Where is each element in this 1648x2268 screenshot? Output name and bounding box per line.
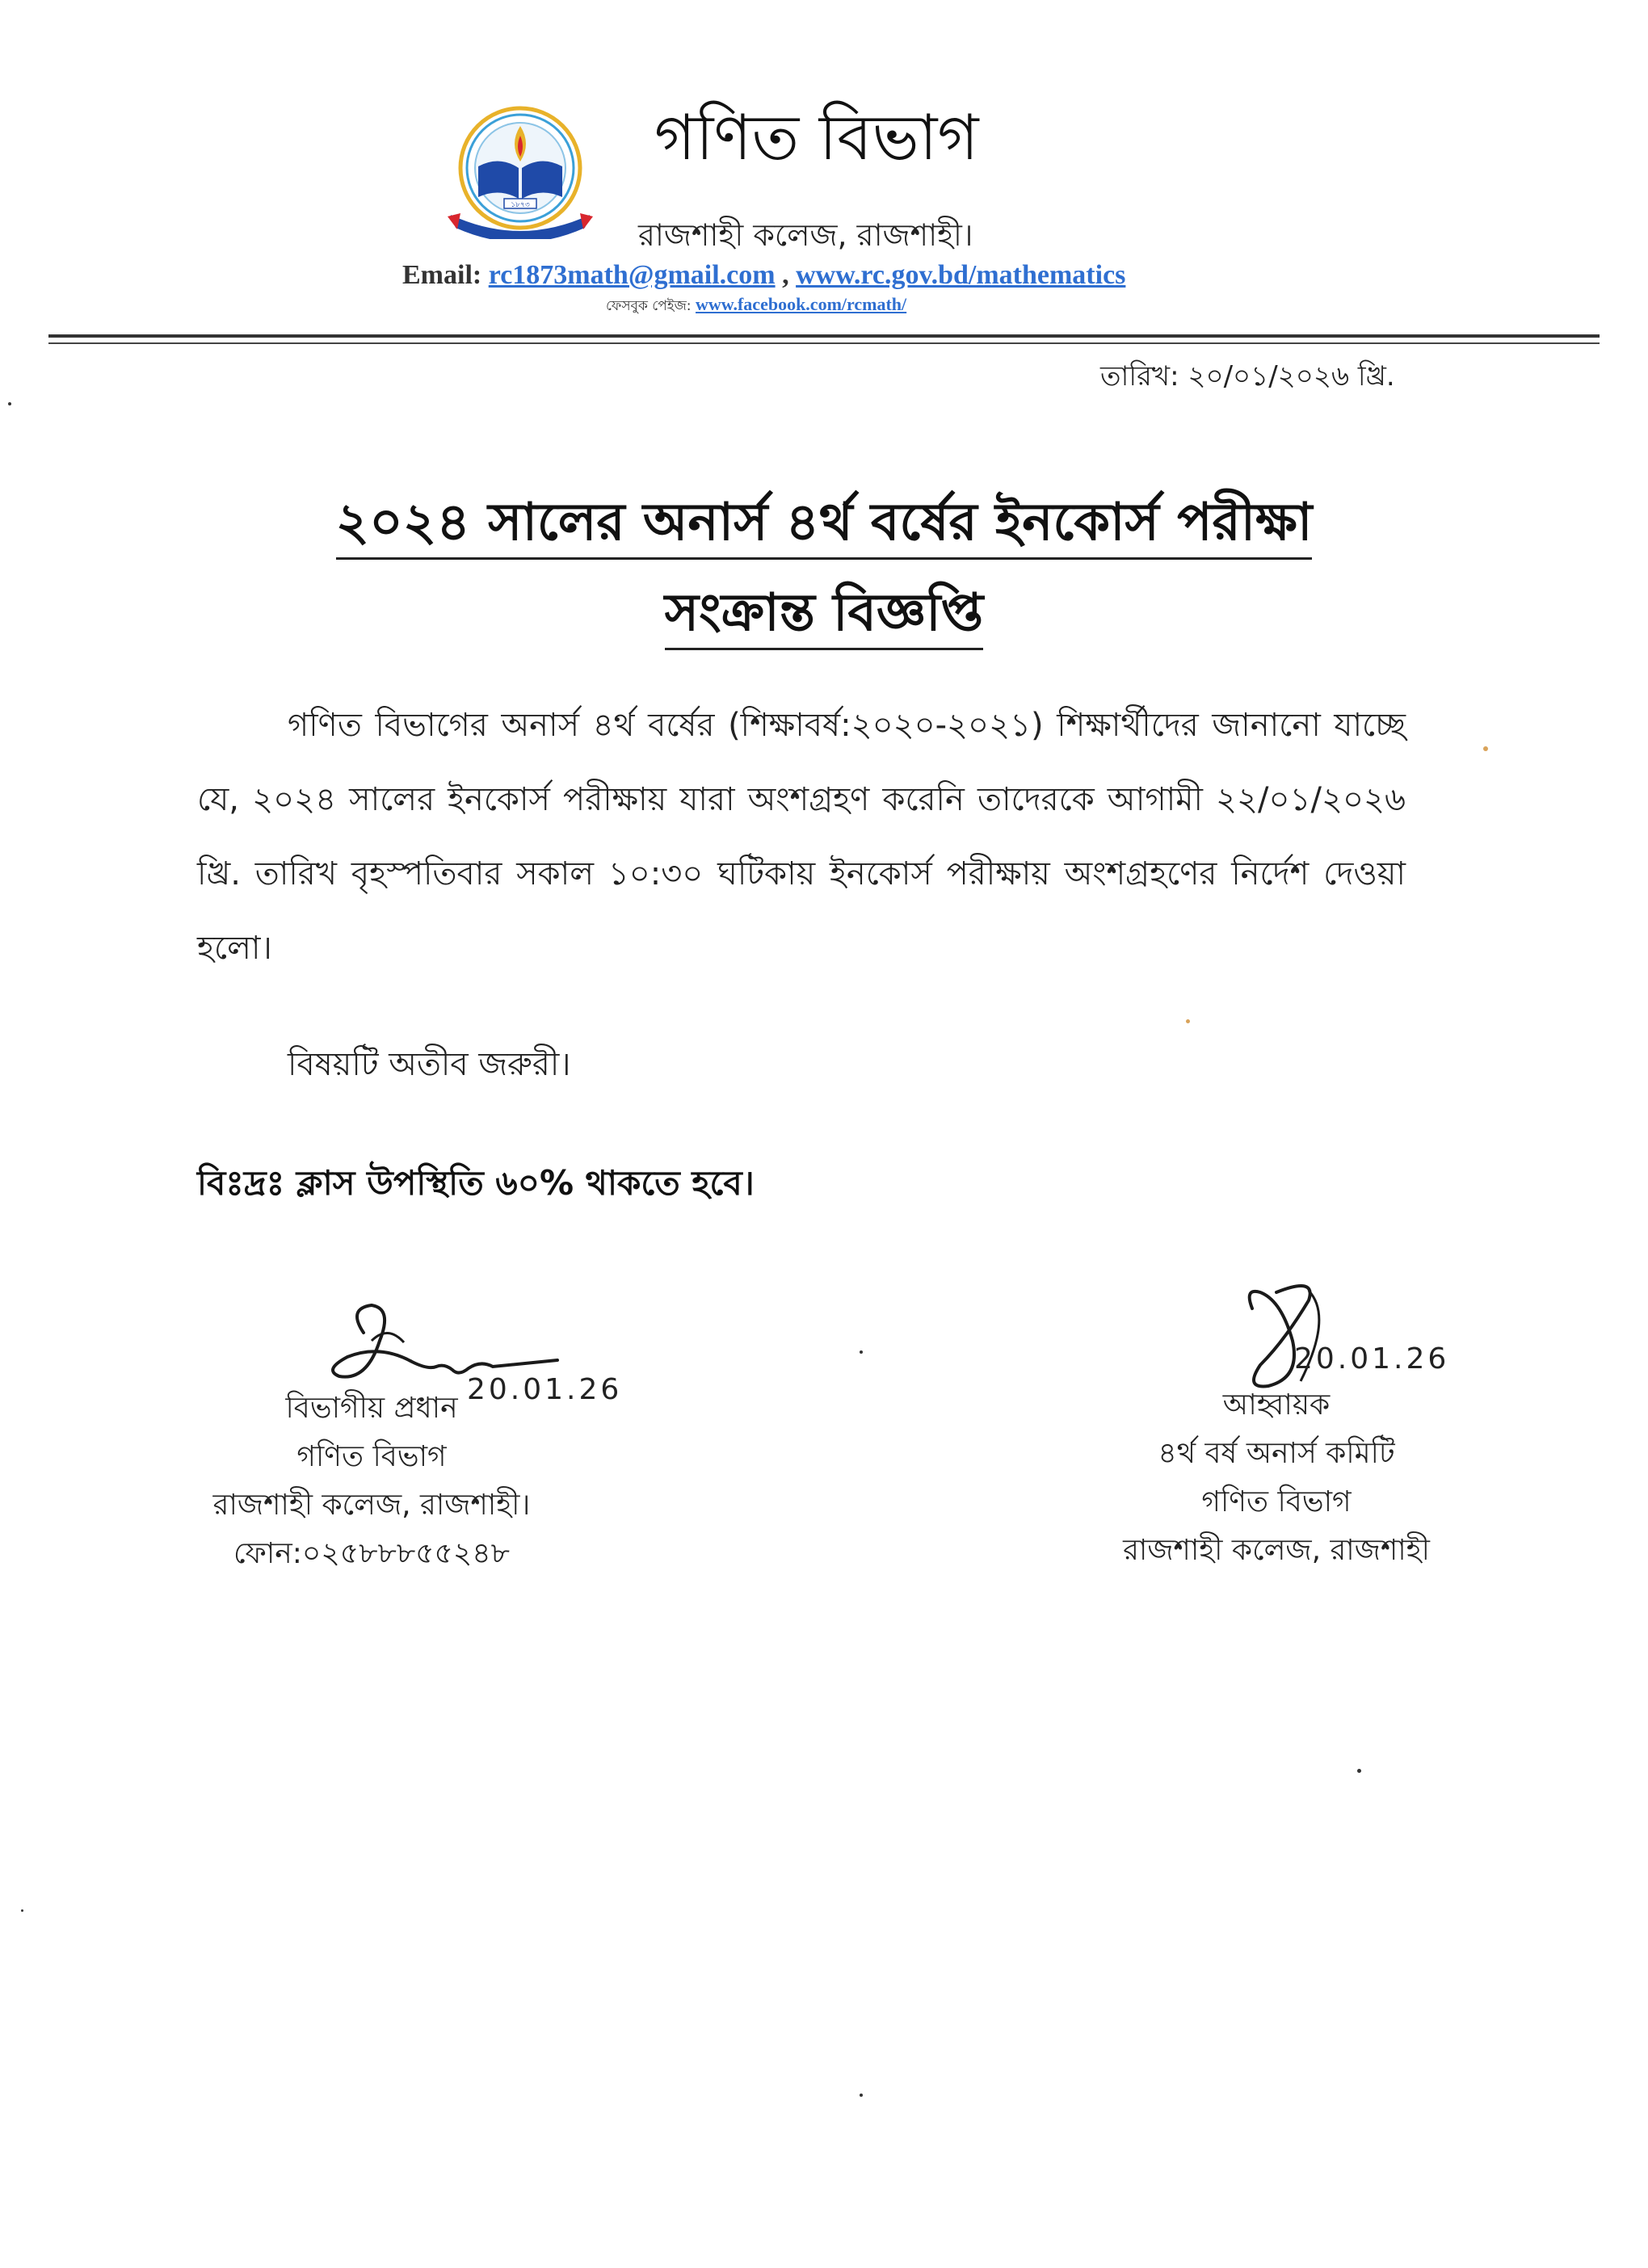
scan-speck [1357,1769,1361,1773]
left-signatory-phone: ফোন:০২৫৮৮৮৫৫২৪৮ [233,1537,511,1570]
right-signatory [1042,1381,1511,1575]
right-signature-date: 20.01.26 [1294,1342,1450,1376]
note-line: বিঃদ্রঃ ক্লাস উপস্থিতি ৬০% থাকতে হবে। [197,1163,755,1203]
left-signatory-dept: গণিত বিভাগ [296,1440,447,1473]
facebook-link[interactable]: www.facebook.com/rcmath/ [696,294,907,314]
header-divider-thin [48,342,1600,344]
right-signatory-college: রাজশাহী কলেজ, রাজশাহী [1123,1534,1430,1567]
right-signatory-dept: গণিত বিভাগ [1201,1485,1352,1518]
email-line [402,260,1125,291]
email-link[interactable]: rc1873math@gmail.com [488,260,776,290]
left-signature-date: 20.01.26 [467,1373,623,1406]
scan-speck [1483,746,1488,751]
separator: , [782,260,789,290]
header-divider [48,334,1600,338]
college-name: রাজশাহী কলেজ, রাজশাহী। [638,217,973,253]
left-signatory-title: বিভাগীয় প্রধান [285,1392,458,1425]
notice-title-line-2: সংক্রান্ত বিজ্ঞপ্তি [0,573,1648,660]
facebook-label: ফেসবুক পেইজ: [606,298,692,314]
scan-speck [1186,1019,1190,1023]
notice-body: গণিত বিভাগের অনার্স ৪র্থ বর্ষের (শিক্ষাবর্ষ:২০২০-২০২১) শিক্ষার্থীদের জানানো যাচ্ছে যে, ২০২৪ সালের ইনকোর্স পরীক্ষায় যারা অংশগ্রহণ করেনি তাদেরকে আগামী ২২/০১/২০২৬ খ্রি. তারিখ বৃহস্পতিবার সকাল ১০:৩০ ঘটিকায় ইনকোর্স পরীক্ষায় অংশগ্রহণের নির্দেশ দেওয়া হলো। [197,707,1406,967]
notice-date: তারিখ: ২০/০১/২০২৬ খ্রি. [1100,360,1395,393]
left-signatory [178,1384,565,1578]
right-signatory-committee: ৪র্থ বর্ষ অনার্স কমিটি [1158,1437,1395,1470]
scan-speck [860,2094,863,2097]
right-signatory-title: আহ্বায়ক [1222,1388,1331,1422]
notice-title-line-1: ২০২৪ সালের অনার্স ৪র্থ বর্ষের ইনকোর্স পরীক্ষা [0,483,1648,569]
website-link[interactable]: www.rc.gov.bd/mathematics [796,260,1126,290]
logo-year: ১৮৭৩ [511,201,530,209]
scan-speck [8,402,11,405]
urgent-line: বিষয়টি অতীব জরুরী। [288,1046,571,1083]
email-label: Email: [402,260,482,290]
left-signatory-college: রাজশাহী কলেজ, রাজশাহী। [212,1489,531,1522]
facebook-line [606,294,906,318]
department-title: গণিত বিভাগ [654,102,979,174]
college-logo [446,103,595,239]
scan-speck [21,1909,23,1912]
scan-speck [860,1350,863,1354]
